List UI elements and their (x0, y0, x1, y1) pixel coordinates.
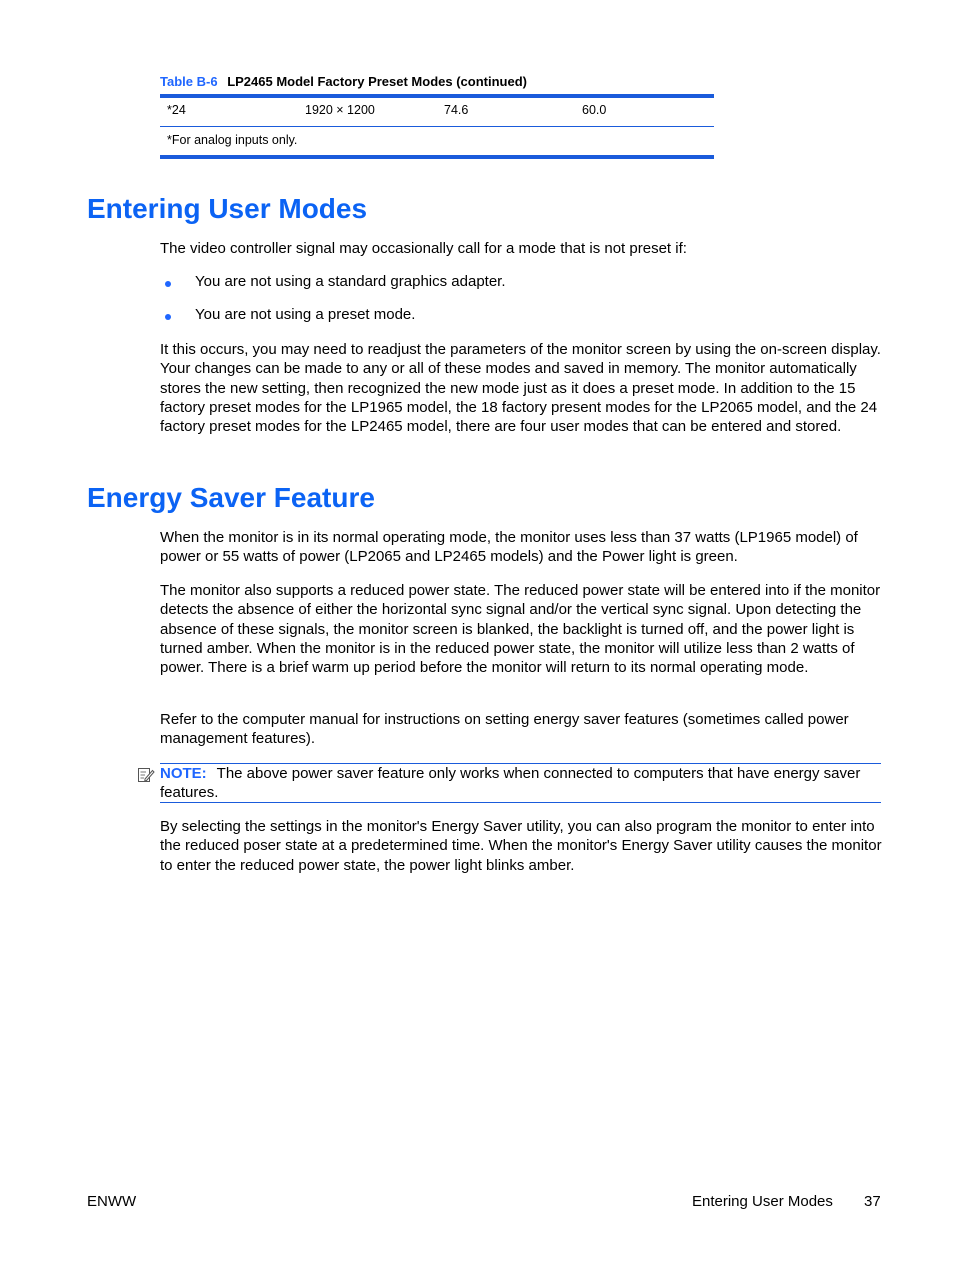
table-cell-hfreq: 74.6 (444, 103, 469, 117)
note-box (160, 764, 881, 803)
bullet-item-2: You are not using a preset mode. (195, 306, 416, 323)
footer-page-number: 37 (864, 1193, 881, 1210)
section2-paragraph-1: When the monitor is in its normal operating mode, the monitor uses less than 37 watts (LP1965 model) of power or 55 watts of power (LP2065 and LP2465 models) and the Power light is green. (160, 529, 858, 566)
table-cell-vfreq: 60.0 (582, 103, 607, 117)
note-text: The above power saver feature only works when connected to computers that have energy saver features. (160, 765, 861, 802)
heading-entering-user-modes: Entering User Modes (87, 193, 368, 224)
bullet-item-1: You are not using a standard graphics adapter. (195, 273, 506, 290)
table-footnote: *For analog inputs only. (167, 133, 298, 147)
table-bottom-rule (160, 155, 714, 159)
section1-intro: The video controller signal may occasionally call for a mode that is not preset if: (160, 240, 687, 257)
bullet-dot-icon (165, 314, 171, 320)
table-label: Table B-6 (160, 74, 218, 89)
heading-energy-saver-feature: Energy Saver Feature (87, 482, 375, 513)
table-cell-resolution: 1920 × 1200 (305, 103, 375, 117)
table-cell-mode: *24 (167, 103, 186, 117)
section1-body: It this occurs, you may need to readjust the parameters of the monitor screen by using the on-screen display. Your changes can be made to any or all of these modes and saved in memory. The monitor automatically stores the new setting, then recognized the new mode just as it does a preset mode. In addition to the 15 factory preset modes for the LP1965 model, the 18 factory present modes for the LP2065 model, and the 24 factory preset modes for the LP2465 model, there are four user modes that can be entered and stored. (160, 341, 881, 436)
bullet-dot-icon (165, 281, 171, 287)
section2-paragraph-3: Refer to the computer manual for instructions on setting energy saver features (sometimes called power management features). (160, 711, 849, 748)
section2-paragraph-2: The monitor also supports a reduced power state. The reduced power state will be entered into if the monitor detects the absence of either the horizontal sync signal and/or the vertical sync signal. Upon detecting the absence of these signals, the monitor screen is blanked, the backlight is turned off, and the power light is turned amber. When the monitor is in the reduced power state, the monitor will utilize less than 2 watts of power. There is a brief warm up period before the monitor will return to its normal operating mode. (160, 582, 881, 677)
table-caption (160, 74, 527, 89)
footer-left-label: ENWW (87, 1193, 137, 1210)
note-label: NOTE: (160, 765, 207, 782)
section2-paragraph-4: By selecting the settings in the monitor's Energy Saver utility, you can also program the monitor to enter into the reduced poser state at a predetermined time. When the monitor's Energy Saver utility causes the monitor to enter the reduced power state, the power light blinks amber. (160, 818, 882, 874)
footer-section-title: Entering User Modes (692, 1193, 833, 1210)
note-bottom-rule (160, 802, 881, 803)
note-pencil-icon (137, 766, 155, 784)
table-top-rule (160, 94, 714, 98)
table-title: LP2465 Model Factory Preset Modes (continued) (227, 74, 527, 89)
table-row-divider (160, 126, 714, 127)
